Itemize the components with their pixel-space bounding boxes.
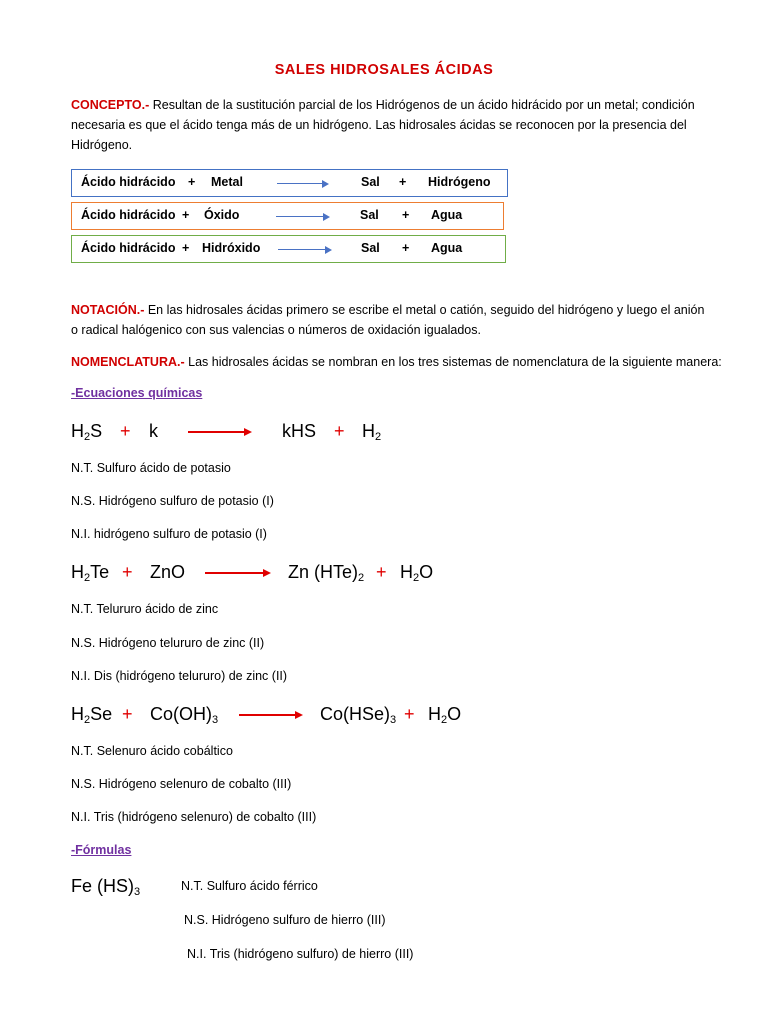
plus-sign: + xyxy=(122,562,133,582)
formula-name-stock: N.S. Hidrógeno sulfuro de hierro (III) xyxy=(184,913,386,927)
scheme-reactant-a: Ácido hidrácido xyxy=(81,208,176,222)
scheme-reactant-b: Óxido xyxy=(204,208,240,222)
scheme-plus: + xyxy=(402,208,410,222)
eq3-name-tradicional: N.T. Selenuro ácido cobáltico xyxy=(71,744,233,758)
eq-reactant-2: $Co(OH)_3$ xyxy=(150,704,219,726)
eq-product-1: $Co(HSe)_3$ xyxy=(320,704,397,726)
scheme-product-d: Agua xyxy=(431,241,463,255)
eq-reactant-1: $H_2Se$ xyxy=(71,704,113,726)
plus-sign: + xyxy=(404,704,415,724)
scheme-plus: + xyxy=(182,241,190,255)
concepto-text: Resultan de la sustitución parcial de los Hidrógenos de un ácido hidrácido por un metal; condición necesaria es que el ácido tenga más de un hidrógeno. Las hidrosales ácidas se reconocen por la presencia del Hidrógeno. xyxy=(71,98,695,152)
eq-product-1: Zn $(HTe)_2$ xyxy=(288,562,365,584)
eq1-name-tradicional: N.T. Sulfuro ácido de potasio xyxy=(71,461,231,475)
arrow-icon xyxy=(278,249,330,250)
scheme-product-d: Agua xyxy=(431,208,463,222)
section-ecuaciones-heading: -Ecuaciones químicas xyxy=(71,386,203,400)
scheme-plus: + xyxy=(188,175,196,189)
eq-reactant-2: ZnO xyxy=(150,562,186,582)
eq-reactant-2: k xyxy=(149,421,158,441)
scheme-box-hidroxido xyxy=(71,235,506,263)
eq-reactant-1: $H_2Te$ xyxy=(71,562,110,584)
reaction-arrow-icon xyxy=(188,431,250,433)
eq2-name-iupac: N.I. Dis (hidrógeno telururo) de zinc (II) xyxy=(71,669,288,683)
scheme-product-c: Sal xyxy=(361,241,380,255)
scheme-box-oxido xyxy=(71,202,504,230)
eq3-name-stock: N.S. Hidrógeno selenuro de cobalto (III) xyxy=(71,777,292,791)
eq2-name-stock: N.S. Hidrógeno telururo de zinc (II) xyxy=(71,636,265,650)
concepto-paragraph xyxy=(71,95,711,155)
eq-product-2: $H_2$ xyxy=(362,421,382,443)
formula-name-tradicional: N.T. Sulfuro ácido férrico xyxy=(181,879,318,893)
notacion-text: En las hidrosales ácidas primero se escribe el metal o catión, seguido del hidrógeno y luego el anión o radical halógenico con sus valencias o números de oxidación igualados. xyxy=(71,303,705,337)
eq1-name-iupac: N.I. hidrógeno sulfuro de potasio (I) xyxy=(71,527,267,541)
page-title: SALES HIDROSALES ÁCIDAS xyxy=(274,62,494,78)
scheme-reactant-b: Hidróxido xyxy=(202,241,261,255)
nomenclatura-paragraph xyxy=(71,352,751,372)
eq-reactant-1: $H_2S$ xyxy=(71,421,103,443)
notacion-paragraph xyxy=(71,300,711,340)
plus-sign: + xyxy=(120,421,131,441)
plus-sign: + xyxy=(122,704,133,724)
eq1-name-stock: N.S. Hidrógeno sulfuro de potasio (I) xyxy=(71,494,274,508)
plus-sign: + xyxy=(376,562,387,582)
reaction-arrow-icon xyxy=(205,572,269,574)
eq3-name-iupac: N.I. Tris (hidrógeno selenuro) de cobalto (III) xyxy=(71,810,317,824)
notacion-label: NOTACIÓN.- xyxy=(71,303,145,317)
eq-product-2: $H_2O$ xyxy=(428,704,462,726)
scheme-reactant-b: Metal xyxy=(211,175,243,189)
scheme-product-c: Sal xyxy=(361,175,380,189)
scheme-product-d: Hidrógeno xyxy=(428,175,491,189)
scheme-plus: + xyxy=(182,208,190,222)
formula-name-iupac: N.I. Tris (hidrógeno sulfuro) de hierro (III) xyxy=(187,947,414,961)
scheme-box-metal xyxy=(71,169,508,197)
eq2-name-tradicional: N.T. Telururo ácido de zinc xyxy=(71,602,219,616)
scheme-reactant-a: Ácido hidrácido xyxy=(81,175,176,189)
reaction-arrow-icon xyxy=(239,714,301,716)
scheme-product-c: Sal xyxy=(360,208,379,222)
section-formulas-heading: -Fórmulas xyxy=(71,843,132,857)
plus-sign: + xyxy=(334,421,345,441)
nomenclatura-text: Las hidrosales ácidas se nombran en los tres sistemas de nomenclatura de la siguiente manera: xyxy=(184,355,722,369)
eq-product-2: $H_2O$ xyxy=(400,562,434,584)
concepto-label: CONCEPTO.- xyxy=(71,98,150,112)
nomenclatura-label: NOMENCLATURA.- xyxy=(71,355,185,369)
arrow-icon xyxy=(276,216,328,217)
scheme-reactant-a: Ácido hidrácido xyxy=(81,241,176,255)
scheme-plus: + xyxy=(402,241,410,255)
scheme-plus: + xyxy=(399,175,407,189)
arrow-icon xyxy=(277,183,327,184)
formula-main: Fe $(HS)_3$ xyxy=(71,876,141,898)
eq-product-1: kHS xyxy=(282,421,317,441)
